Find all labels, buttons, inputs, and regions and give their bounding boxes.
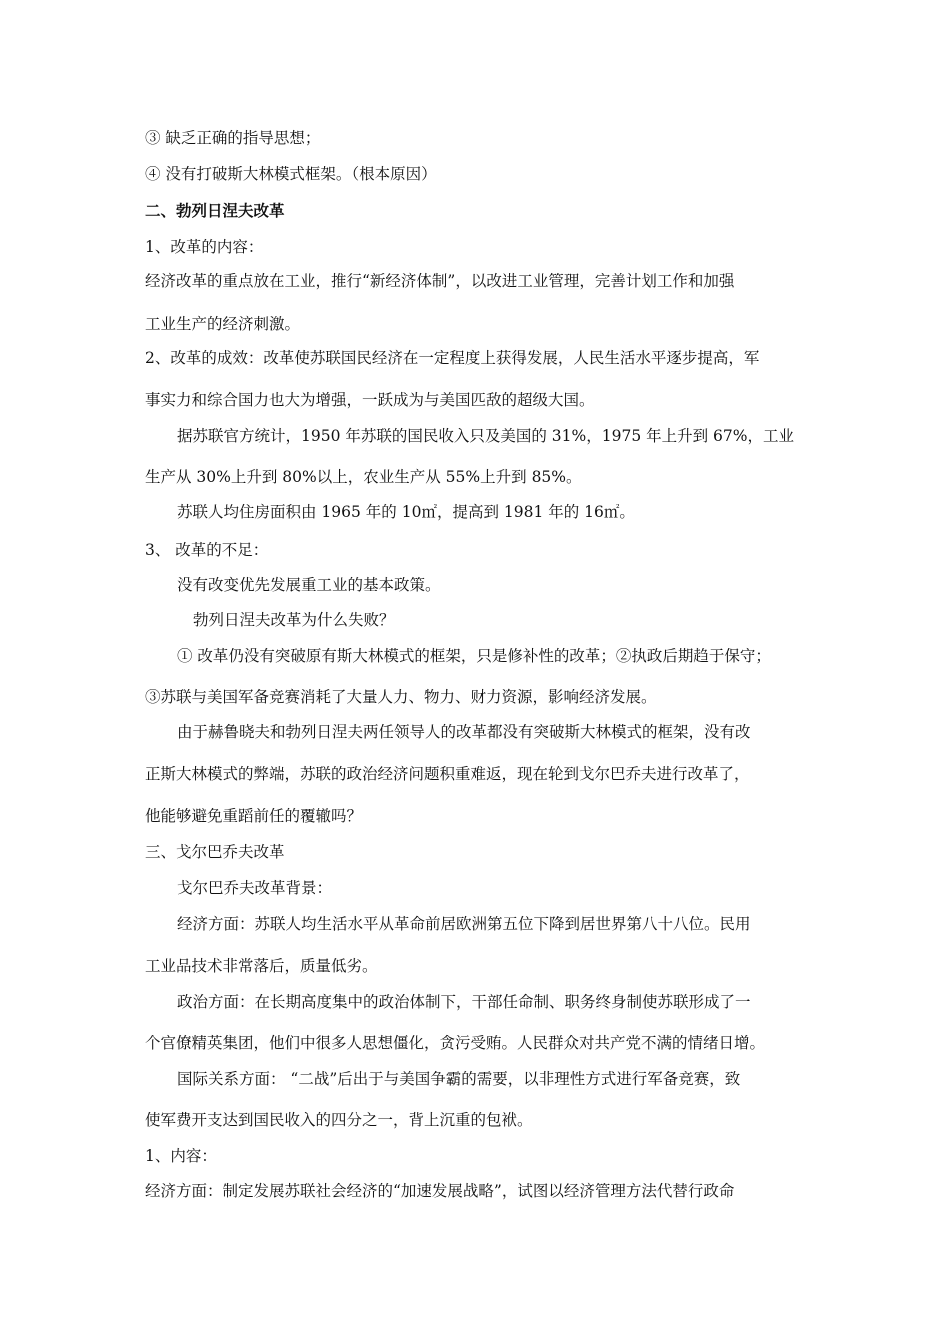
paragraph-line: 他能够避免重蹈前任的覆辙吗？ (145, 807, 363, 825)
paragraph-line: 没有改变优先发展重工业的基本政策。 (177, 576, 441, 594)
paragraph-line: 个官僚精英集团，他们中很多人思想僵化，贪污受贿。人民群众对共产党不满的情绪日增。 (145, 1034, 766, 1052)
paragraph-line: 经济改革的重点放在工业，推行“新经济体制”，以改进工业管理，完善计划工作和加强 (145, 272, 735, 290)
paragraph-line: 2、改革的成效：改革使苏联国民经济在一定程度上获得发展，人民生活水平逐步提高，军 (145, 349, 760, 367)
paragraph-line: 经济方面：苏联人均生活水平从革命前居欧洲第五位下降到居世界第八十八位。民用 (177, 915, 751, 933)
subheading-content: 1、改革的内容： (145, 238, 264, 256)
paragraph-line: 由于赫鲁晓夫和勃列日涅夫两任领导人的改革都没有突破斯大林模式的框架，没有改 (177, 723, 751, 741)
paragraph-line: 工业品技术非常落后，质量低劣。 (145, 957, 378, 975)
paragraph-line: 工业生产的经济刺激。 (145, 315, 301, 333)
list-item-3: ③ 缺乏正确的指导思想； (145, 129, 321, 147)
paragraph-line: ① 改革仍没有突破原有斯大林模式的框架，只是修补性的改革；②执政后期趋于保守； (177, 647, 771, 665)
paragraph-line: 政治方面：在长期高度集中的政治体制下，干部任命制、职务终身制使苏联形成了一 (177, 993, 751, 1011)
section-heading-3: 三、戈尔巴乔夫改革 (145, 843, 285, 861)
paragraph-line: 使军费开支达到国民收入的四分之一，背上沉重的包袱。 (145, 1111, 533, 1129)
subheading-shortcomings: 3、 改革的不足： (145, 541, 269, 559)
paragraph-line: 据苏联官方统计，1950 年苏联的国民收入只及美国的 31%，1975 年上升到 67%，工业 (177, 427, 795, 445)
paragraph-line: 戈尔巴乔夫改革背景： (177, 879, 333, 897)
paragraph-line: 国际关系方面： “二战”后出于与美国争霸的需要，以非理性方式进行军备竞赛，致 (177, 1070, 741, 1088)
list-item-4: ④ 没有打破斯大林模式框架。（根本原因） (145, 165, 437, 183)
paragraph-line: 生产从 30%上升到 80%以上，农业生产从 55%上升到 85%。 (145, 468, 582, 486)
paragraph-line: 经济方面：制定发展苏联社会经济的“加速发展战略”，试图以经济管理方法代替行政命 (145, 1182, 735, 1200)
question-line: 勃列日涅夫改革为什么失败？ (193, 611, 395, 629)
paragraph-line: ③苏联与美国军备竞赛消耗了大量人力、物力、财力资源，影响经济发展。 (145, 688, 657, 706)
paragraph-line: 苏联人均住房面积由 1965 年的 10㎡，提高到 1981 年的 16㎡。 (177, 503, 635, 521)
section-heading-2: 二、勃列日涅夫改革 (145, 202, 285, 220)
paragraph-line: 正斯大林模式的弊端，苏联的政治经济问题积重难返，现在轮到戈尔巴乔夫进行改革了， (145, 765, 750, 783)
subheading-content: 1、内容： (145, 1147, 217, 1165)
paragraph-line: 事实力和综合国力也大为增强，一跃成为与美国匹敌的超级大国。 (145, 391, 595, 409)
